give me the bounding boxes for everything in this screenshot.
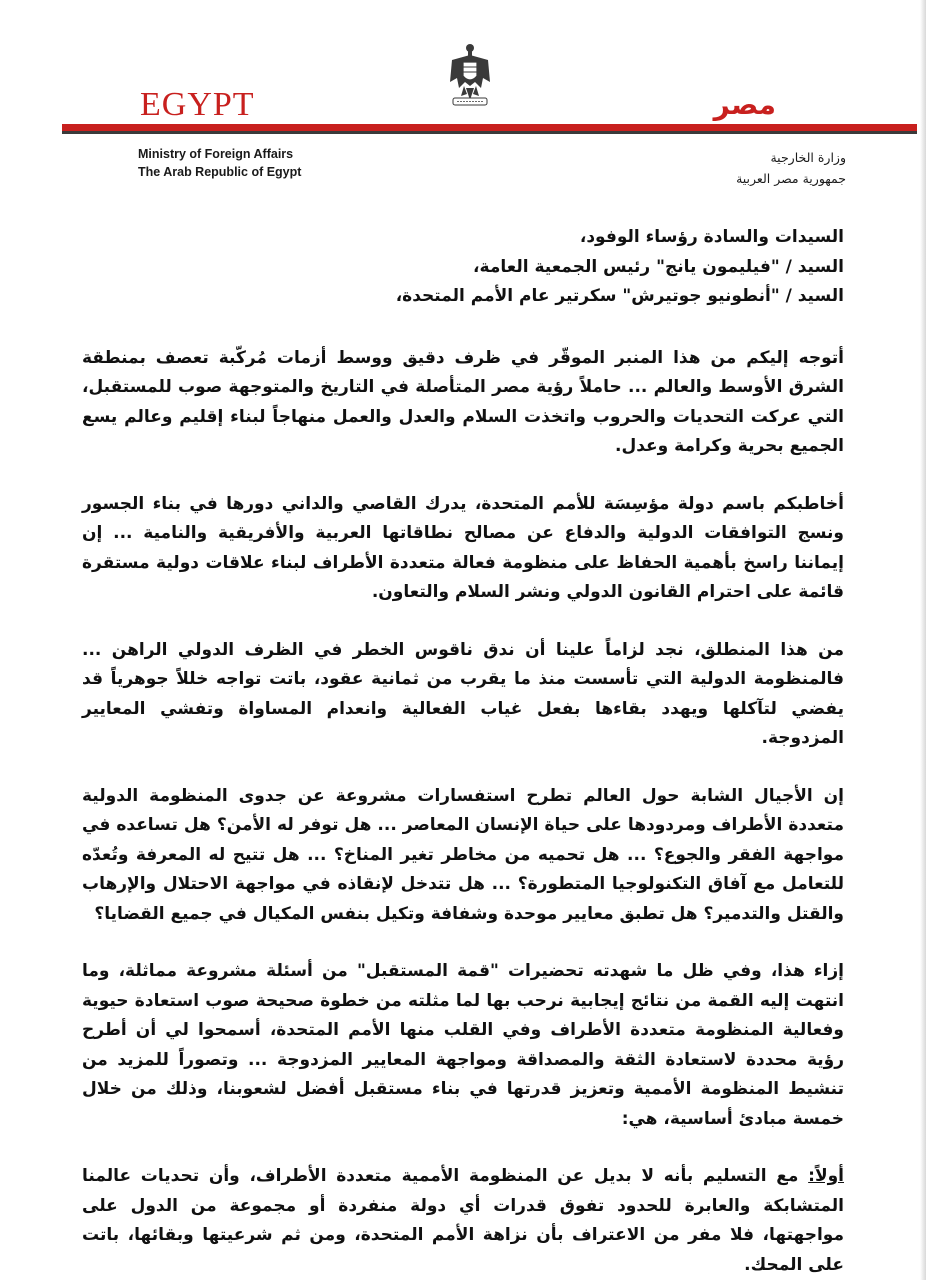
speech-body bbox=[82, 223, 844, 1280]
paragraph: أخاطبكم باسم دولة مؤسِسَة للأمم المتحدة، يدرك القاصي والداني دورها في بناء الجسور ونسج التوافقات الدولية والدفاع عن مصالح نطاقاتها العربية والأفريقية والنامية ... إن إيماننا راسخ بأهمية الحفاظ على منظومة فعالة متعددة الأطراف لبناء علاقات دولية مستقرة قائمة على احترام القانون الدولي ونشر السلام والتعاون. bbox=[82, 493, 844, 602]
ministry-ar-line1: وزارة الخارجية bbox=[770, 150, 846, 165]
salutation-line: السيد / "فيليمون يانج" رئيس الجمعية العامة، bbox=[473, 256, 844, 277]
ministry-en-line1: Ministry of Foreign Affairs bbox=[138, 147, 294, 161]
brand-en: EGYPT bbox=[140, 86, 255, 123]
principle-text: مع التسليم بأنه لا بديل عن المنظومة الأممية متعددة الأطراف، وأن تحديات عالمنا المتشابكة والعابرة للحدود تفوق قدرات أي دولة منفردة أو مجموعة من الدول على مواجهتها، فلا مفر من الاعتراف بأن نزاهة الأمم المتحدة، ومن ثم شرعيتها وبقائها، باتت على المحك. bbox=[82, 1166, 844, 1275]
eagle-emblem-icon bbox=[447, 42, 493, 108]
ministry-name-en bbox=[138, 145, 301, 181]
paragraph: أتوجه إليكم من هذا المنبر الموقّر في ظرف دقيق ووسط أزمات مُركّبة تعصف بمنطقة الشرق الأوسط والعالم ... حاملاً رؤية مصر المتأصلة في التاريخ والمتوجهة صوب للمستقبل، التي عركت التحديات والحروب واتخذت السلام والعدل والعمل منهاجاً لبناء إقليم وعالم يسع الجميع بحرية وكرامة وعدل. bbox=[82, 347, 844, 456]
ministry-en-line2: The Arab Republic of Egypt bbox=[138, 165, 302, 179]
page-edge-shadow bbox=[920, 0, 926, 1280]
paragraph: إزاء هذا، وفي ظل ما شهدته تحضيرات "قمة المستقبل" من أسئلة مشروعة مماثلة، وما انتهت إليه القمة من نتائج إيجابية نرحب بها لما مثلته من خطوة صحيحة صوب استعادة حيوية وفعالية المنظومة متعددة الأطراف وفي القلب منها الأمم المتحدة، أسمحوا لي أن أطرح رؤية محددة لاستعادة الثقة والمصداقة ومواجهة المعايير المزدوجة ... وتصوراً للمزيد من تنشيط المنظومة الأممية وتعزيز قدرتها في بناء مستقبل أفضل لشعوبنا، وذلك من خلال خمسة مبادئ أساسية، هي: bbox=[82, 961, 844, 1129]
ministry-name-ar bbox=[736, 147, 846, 189]
salutation bbox=[82, 223, 844, 312]
brand-ar: مصر bbox=[713, 88, 776, 121]
header-rule-red bbox=[62, 124, 917, 131]
paragraph-first-principle bbox=[82, 1162, 844, 1280]
ministry-ar-line2: جمهورية مصر العربية bbox=[736, 171, 846, 186]
paragraph: إن الأجيال الشابة حول العالم تطرح استفسارات مشروعة عن جدوى المنظومة الدولية متعددة الأطراف ومردودها على حياة الإنسان المعاصر ... هل توفر له الأمن؟ هل تساعده في مواجهة الفقر والجوع؟ ... هل تحميه من مخاطر تغير المناخ؟ ... هل تتيح له المعرفة وتُعدّه للتعامل مع آفاق التكنولوجيا المتطورة؟ ... هل تتدخل لإنقاذه في مواجهة الاحتلال والإرهاب والقتل والتدمير؟ هل تطبق معايير موحدة وشفافة وتكيل بنفس المكيال في جميع القضايا؟ bbox=[82, 785, 844, 924]
salutation-line: السيدات والسادة رؤساء الوفود، bbox=[579, 227, 844, 247]
header-rule-dark bbox=[62, 131, 917, 134]
paragraph: من هذا المنطلق، نجد لزاماً علينا أن ندق ناقوس الخطر في الظرف الدولي الراهن ... فالمنظومة الدولية التي تأسست منذ ما يقرب من ثمانية عقود، باتت تواجه خللاً جوهرياً قد يفضي لتآكلها ويهدد بقاءها بفعل غياب الفعالية وانعدام المساواة وتفشي المعايير المزدوجة. bbox=[82, 639, 844, 748]
salutation-line: السيد / "أنطونيو جوتيرش" سكرتير عام الأمم المتحدة، bbox=[395, 286, 844, 306]
principle-label: أولاً: bbox=[808, 1166, 844, 1186]
